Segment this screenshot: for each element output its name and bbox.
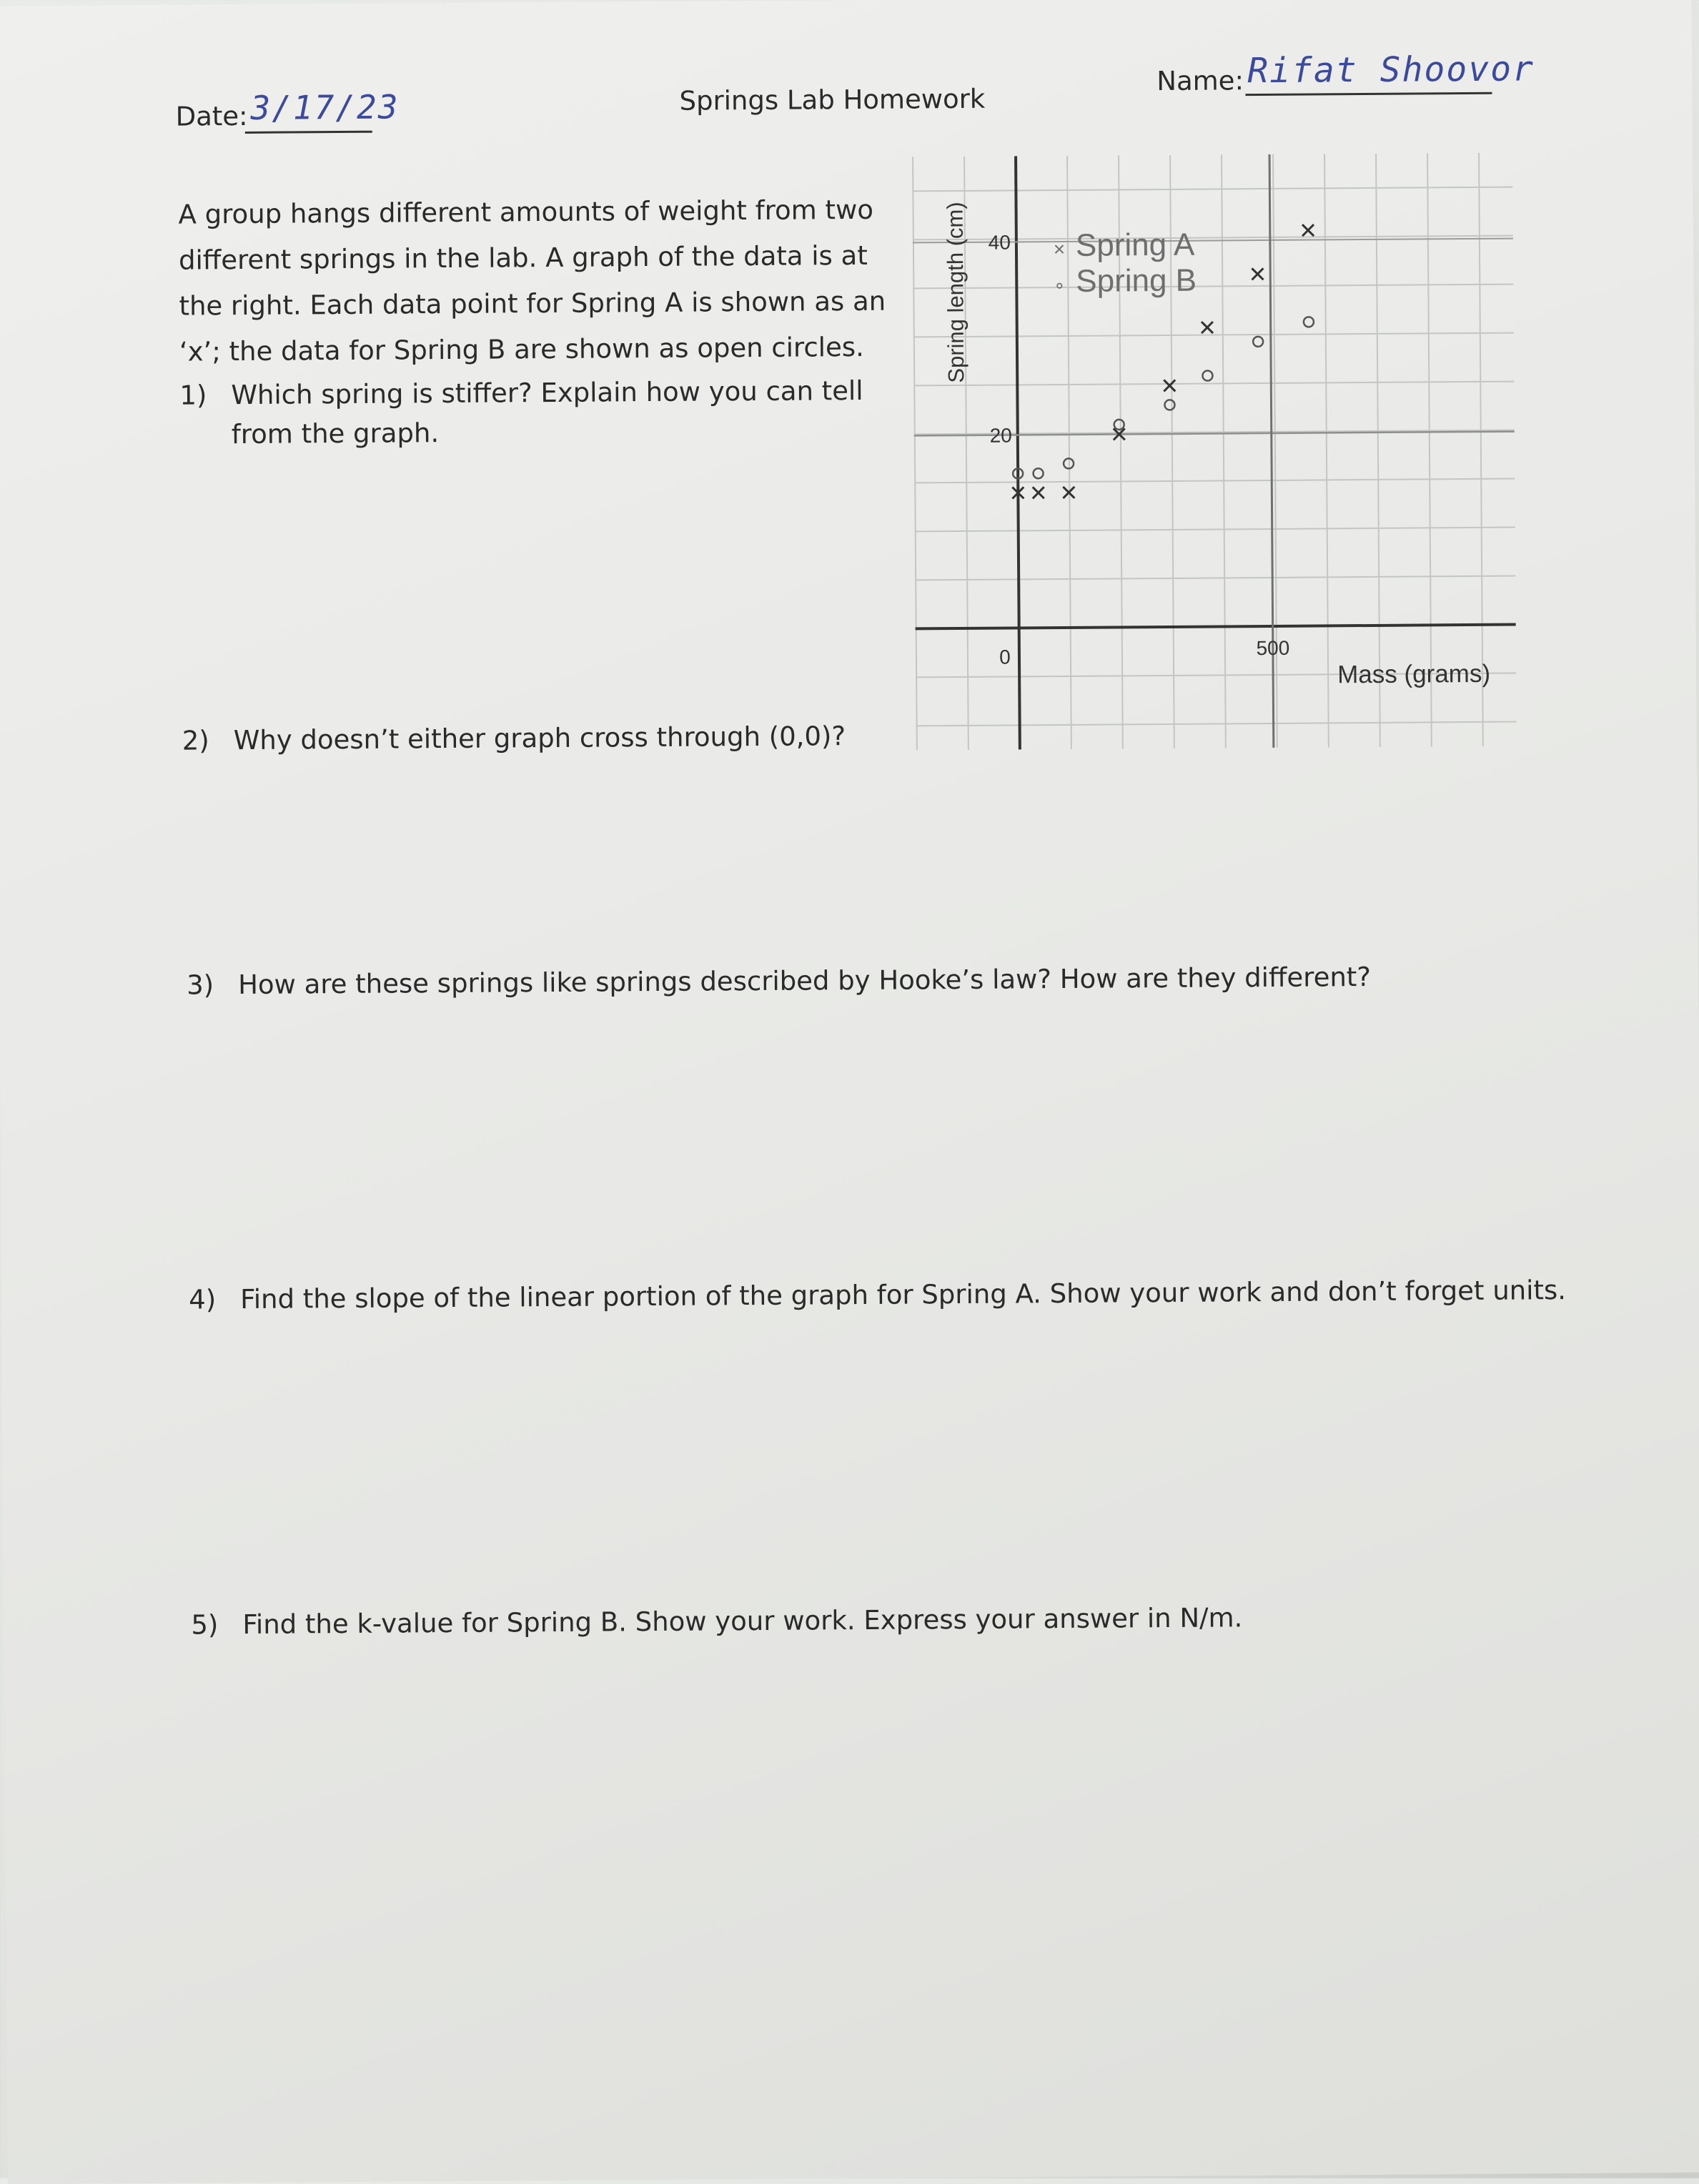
grid-line-horizontal	[916, 722, 1517, 726]
spring-a-point	[1164, 380, 1175, 391]
date-handwritten: 3/17/23	[250, 87, 400, 127]
chart-legend	[1054, 227, 1197, 299]
grid-line-vertical	[1479, 153, 1483, 746]
x-axis	[916, 625, 1516, 629]
grid-line-horizontal	[914, 479, 1515, 483]
spring-length-vs-mass-chart	[905, 146, 1524, 765]
question-3-text: How are these springs like springs described by Hooke’s law? How are they different?	[237, 961, 1372, 1001]
grid-line-vertical	[913, 157, 917, 750]
grid-line-vertical	[1324, 154, 1329, 747]
page-title: Springs Lab Homework	[679, 83, 986, 117]
spring-a-point	[1302, 224, 1314, 236]
grid-line-vertical	[1376, 154, 1380, 747]
legend-spring-a: Spring A	[1075, 227, 1195, 263]
legend-spring-b: Spring B	[1076, 262, 1197, 299]
question-4	[189, 1275, 1566, 1315]
grid-line-horizontal	[913, 333, 1514, 337]
grid-line-horizontal	[915, 576, 1515, 580]
name-handwritten: Rifat Shoovor	[1247, 49, 1535, 92]
x-tick-label-0: 0	[999, 646, 1011, 668]
grid-line-vertical	[1222, 154, 1226, 748]
spring-a-point	[1252, 268, 1263, 280]
y-tick-label-40: 40	[988, 231, 1011, 254]
question-1-number: 1)	[179, 380, 207, 411]
question-1-continued: from the graph.	[231, 417, 440, 450]
name-label: Name:	[1156, 65, 1244, 97]
spring-b-point	[1253, 337, 1263, 347]
spring-a-point	[1202, 322, 1213, 333]
grid-line-horizontal	[912, 187, 1512, 192]
date-underline	[245, 131, 372, 134]
grid-line-vertical	[1067, 156, 1071, 749]
question-4-number: 4)	[189, 1284, 217, 1315]
spring-b-point	[1034, 468, 1044, 478]
date-label: Date:	[175, 100, 248, 132]
question-1-text-line1: Which spring is stiffer? Explain how you can tell	[231, 375, 863, 411]
question-2-text: Why doesn’t either graph cross through (0,0)?	[233, 721, 846, 756]
question-5-number: 5)	[191, 1609, 219, 1641]
spring-a-point	[1033, 487, 1044, 498]
y-tick-label-20: 20	[989, 424, 1012, 447]
question-4-text: Find the slope of the linear portion of the graph for Spring A. Show your work and don’t forget units.	[240, 1275, 1567, 1315]
intro-paragraph: A group hangs different amounts of weight from two different springs in the lab. A graph of the data is at the right. Each data point for Spring A is shown as an ‘x’; the data for Spring B are shown as open circles.	[178, 194, 886, 367]
grid-line-horizontal	[913, 285, 1513, 289]
spring-b-point	[1164, 400, 1174, 410]
x-tick-label-500: 500	[1256, 636, 1290, 660]
name-underline	[1245, 92, 1492, 96]
chart-xlabel: Mass (grams)	[1337, 659, 1491, 689]
grid-line-horizontal	[913, 382, 1514, 386]
legend-marker-spring-b: ∘	[1054, 274, 1066, 297]
grid-line-horizontal	[915, 528, 1515, 532]
question-3	[187, 962, 1371, 1001]
chart-ylabel: Spring length (cm)	[942, 202, 969, 383]
question-2-number: 2)	[182, 725, 209, 756]
spring-b-point	[1114, 420, 1124, 430]
spring-b-point	[1202, 371, 1212, 381]
question-1	[179, 375, 863, 411]
y-axis	[1016, 156, 1020, 749]
spring-b-point	[1304, 317, 1314, 327]
legend-marker-spring-a: ×	[1053, 237, 1066, 261]
grid-line-vertical	[1427, 153, 1432, 746]
question-2	[182, 721, 846, 756]
question-5	[191, 1602, 1242, 1640]
question-3-number: 3)	[186, 969, 214, 1001]
question-5-text: Find the k-value for Spring B. Show your work. Express your answer in N/m.	[242, 1602, 1243, 1641]
